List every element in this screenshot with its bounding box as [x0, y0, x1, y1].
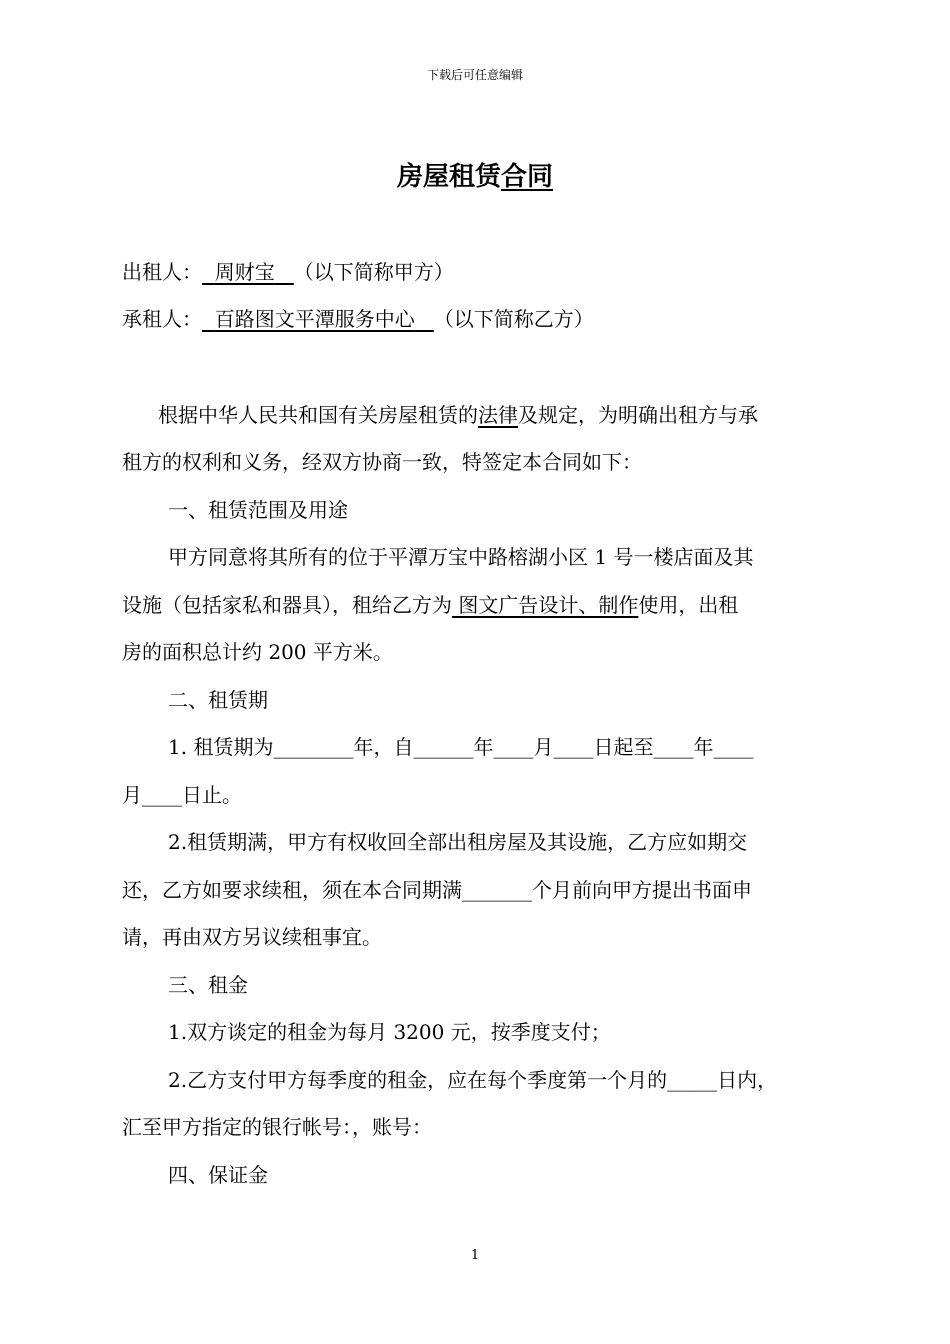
section-1-heading: 一、租赁范围及用途 [168, 498, 348, 522]
lessee-name: 百路图文平潭服务中心 [214, 307, 415, 331]
section-3-heading: 三、租金 [168, 973, 248, 997]
section-2-p2-line-2: 还，乙方如要求续租，须在本合同期满_______个月前向甲方提出书面申 [122, 878, 752, 902]
lessee-label: 承租人： [122, 307, 202, 331]
section-2-heading: 二、租赁期 [168, 688, 268, 712]
usage-field: 图文广告设计、制作 [452, 593, 639, 617]
lessor-line [122, 256, 454, 285]
section-3-p2-line-1: 2.乙方支付甲方每季度的租金，应在每个季度第一个月的_____日内， [168, 1068, 778, 1092]
section-3-p2-line-2: 汇至甲方指定的银行帐号：，账号： [122, 1115, 432, 1139]
section-2-p2-line-1: 2.租赁期满，甲方有权收回全部出租房屋及其设施，乙方应如期交 [168, 830, 748, 854]
lessee-line [122, 303, 594, 332]
section-2-p1-line-2: 月____日止。 [122, 783, 242, 807]
law-link[interactable]: 法律 [478, 403, 518, 427]
intro-line-1: 根据中华人民共和国有关房屋租赁的法律及规定，为明确出租方与承 [158, 403, 758, 427]
section-1-line-1: 甲方同意将其所有的位于平潭万宝中路榕湖小区 1 号一楼店面及其 [168, 545, 754, 569]
section-2-p2-line-3: 请，再由双方另议续租事宜。 [122, 925, 382, 949]
lessor-label: 出租人： [122, 260, 202, 284]
page-header: 下载后可任意编辑 [426, 68, 523, 82]
title-main: 房屋租赁 [396, 162, 501, 192]
section-4-heading: 四、保证金 [168, 1163, 268, 1187]
section-2-p1-line-1: 1. 租赁期为________年，自______年____月____日起至____年____ [168, 735, 754, 759]
lessor-suffix: （以下简称甲方） [293, 260, 454, 284]
title-underlined: 合同 [501, 162, 554, 192]
section-1-line-3: 房的面积总计约 200 平方米。 [122, 640, 393, 664]
page-number: 1 [470, 1248, 480, 1263]
lessee-suffix: （以下简称乙方） [433, 307, 594, 331]
lessor-name: 周财宝 [214, 260, 275, 284]
section-1-line-2: 设施（包括家私和器具），租给乙方为 图文广告设计、制作使用，出租 [122, 593, 739, 617]
document-title [0, 156, 950, 193]
section-3-p1: 1.双方谈定的租金为每月 3200 元，按季度支付； [168, 1020, 611, 1044]
intro-line-2: 租方的权利和义务，经双方协商一致，特签定本合同如下： [122, 450, 642, 474]
